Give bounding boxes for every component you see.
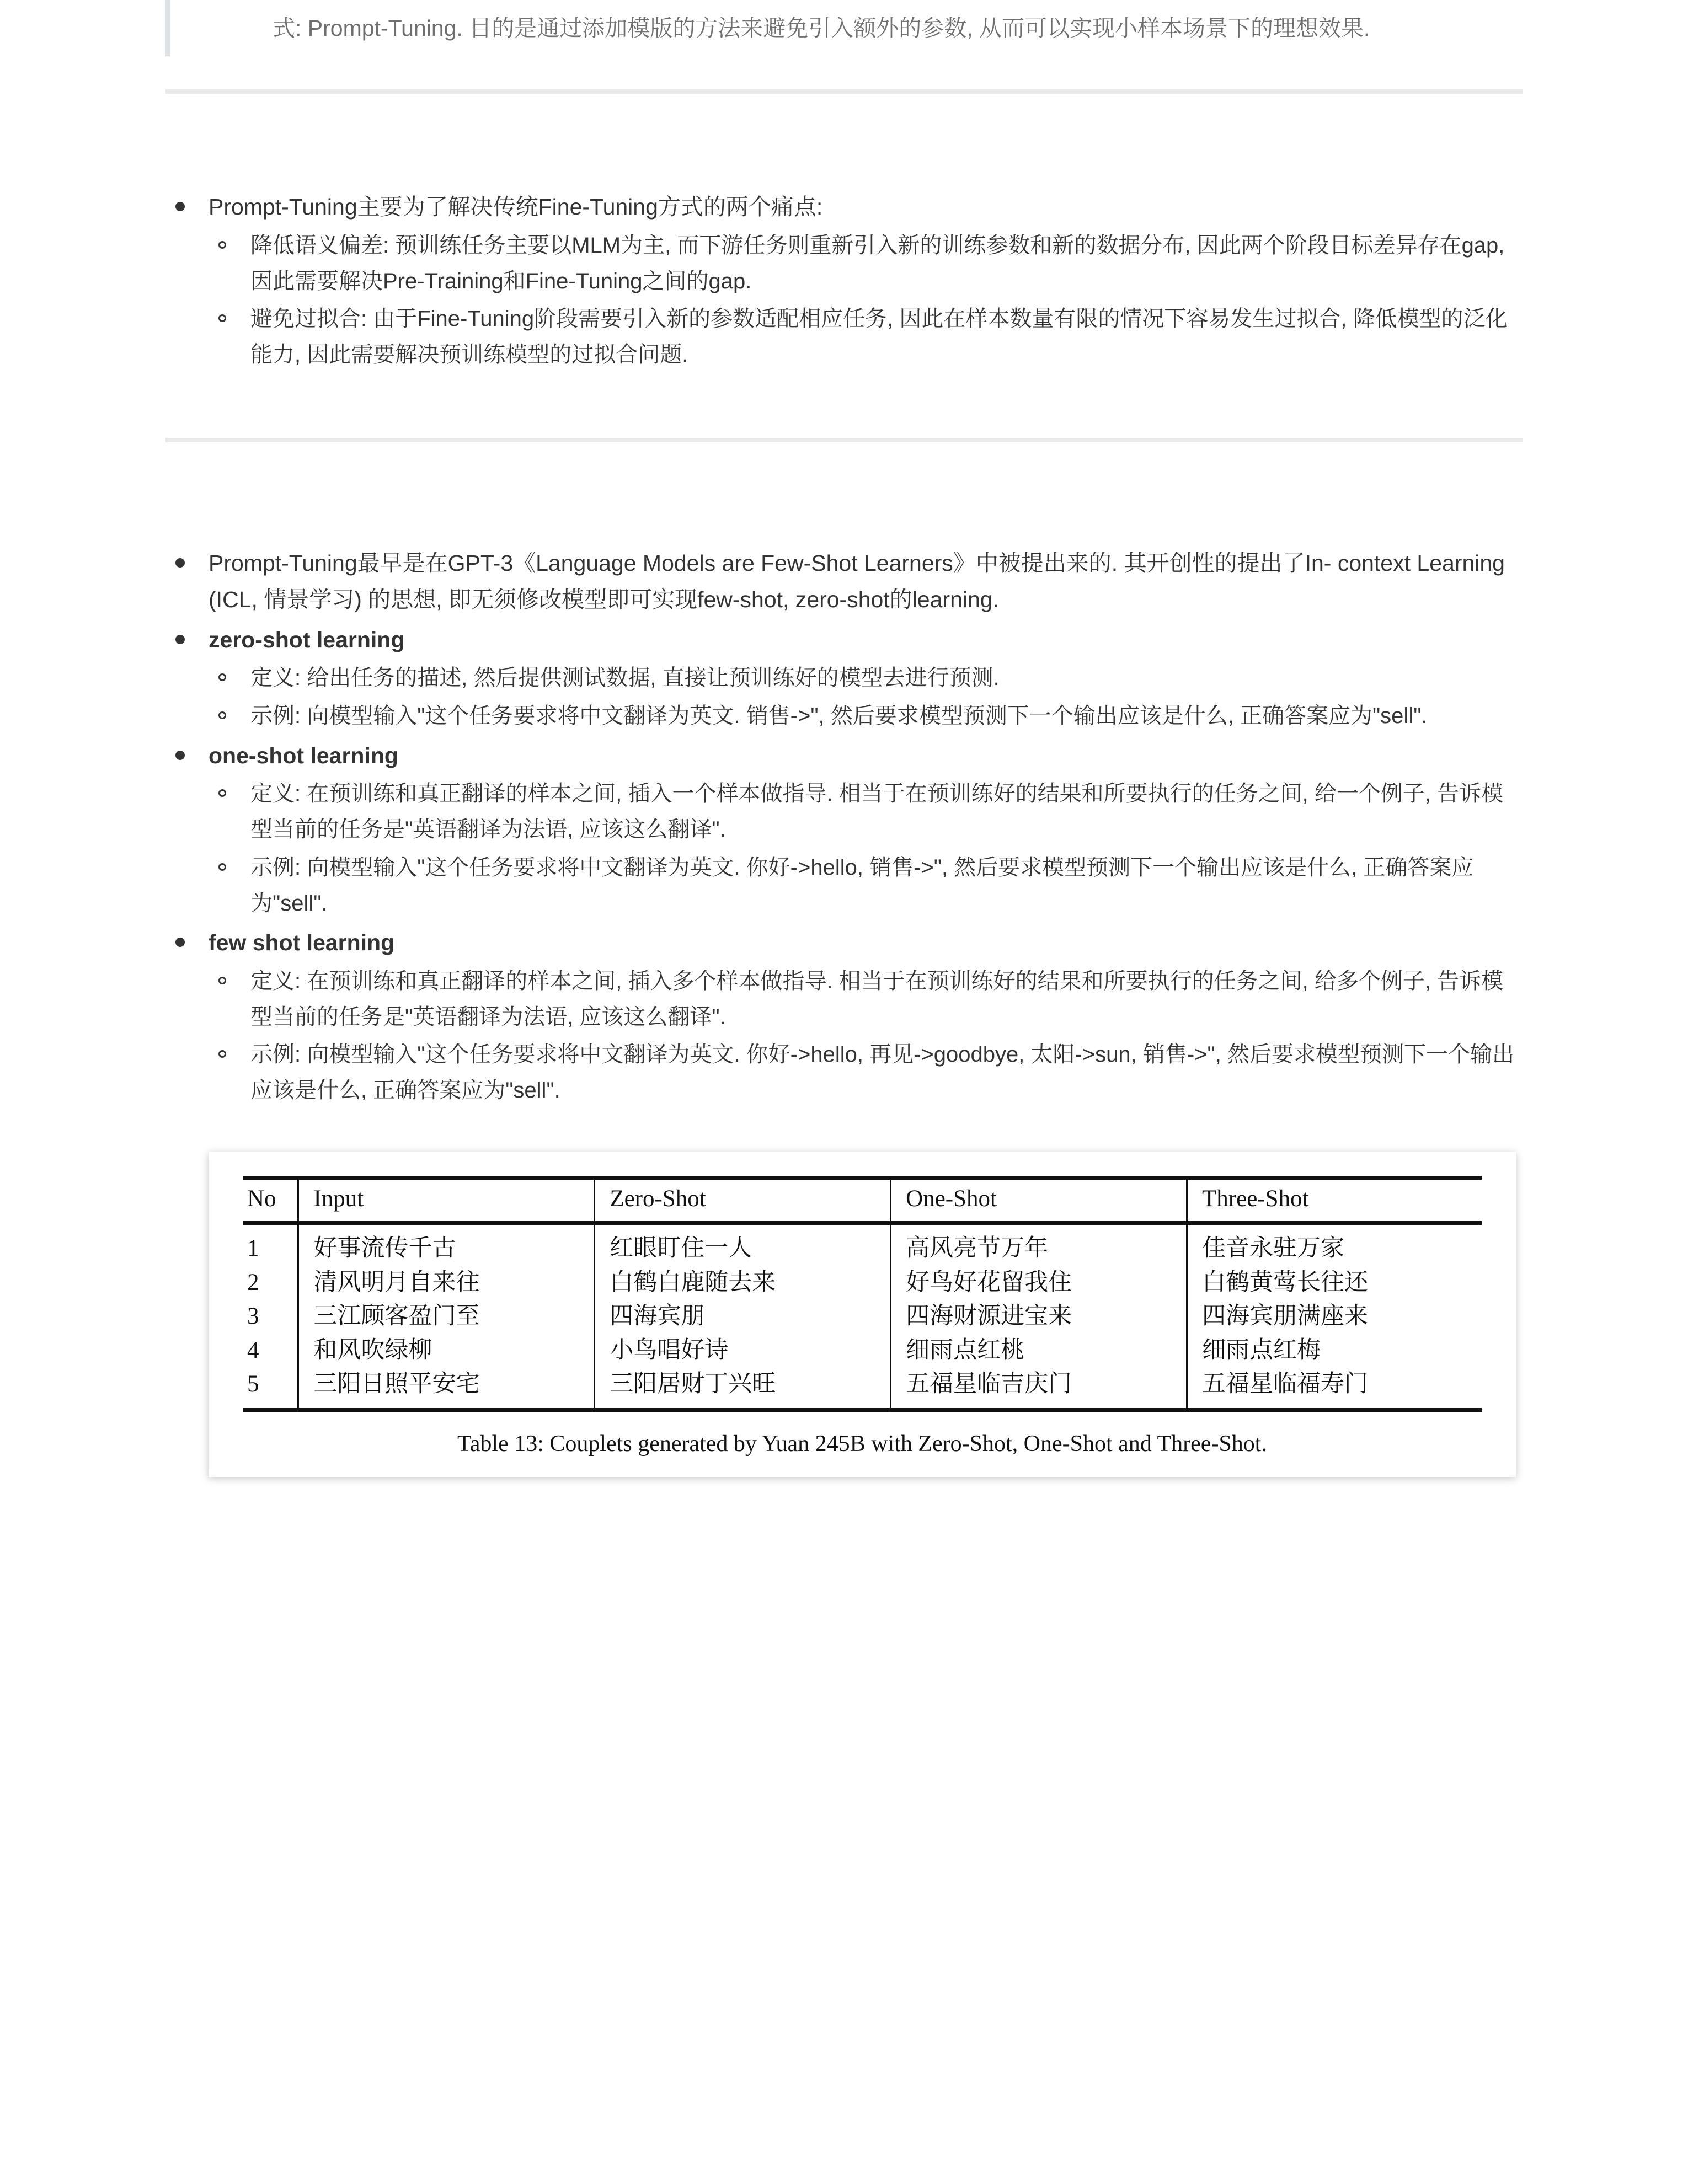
table-row [243,1334,1482,1368]
section-divider-1 [165,89,1523,94]
circle-bullet-icon [218,241,226,249]
list-item [165,924,1523,1109]
cell-no: 1 [247,1235,259,1261]
icl-list [165,545,1523,1109]
column-header-zero-shot: Zero-Shot [595,1178,891,1223]
section-divider-2 [165,438,1523,442]
list-item [209,228,1523,299]
cell-input: 三江顾客盈门至 [298,1299,595,1334]
circle-bullet-icon [218,1050,226,1058]
one-shot-sublist [209,776,1523,921]
section-in-context-learning [165,442,1523,1109]
blockquote-prompt-tuning [165,0,1523,56]
column-header-no: No [247,1186,276,1212]
list-item [209,698,1523,734]
list-item [209,301,1523,373]
cell-no: 5 [247,1371,259,1398]
column-header-three-shot: Three-Shot [1187,1178,1482,1223]
pain-points-list [165,189,1523,373]
few-shot-definition: 定义: 在预训练和真正翻译的样本之间, 插入多个样本做指导. 相当于在预训练好的结果和所要执行的任务之间, 给多个例子, 告诉模型当前的任务是"英语翻译为法语, 应该这么翻译". [250,968,1504,1029]
pain-point-1: 降低语义偏差: 预训练任务主要以MLM为主, 而下游任务则重新引入新的训练参数和新的数据分布, 因此两个阶段目标差异存在gap, 因此需要解决Pre-Training和Fine-Tuning之间的gap. [250,233,1505,293]
list-item [165,189,1523,373]
cell-input: 三阳日照平安宅 [298,1367,595,1410]
table-row [243,1223,1482,1266]
circle-bullet-icon [218,977,226,984]
column-header-one-shot: One-Shot [891,1178,1187,1223]
table-row [243,1367,1482,1410]
list-item [165,622,1523,734]
table-caption: Table 13: Couplets generated by Yuan 245B with Zero-Shot, One-Shot and Three-Shot. [457,1431,1267,1457]
cell-zero-shot: 白鹤白鹿随去来 [595,1266,891,1300]
group-title-few-shot: few shot learning [209,930,395,956]
zero-shot-definition: 定义: 给出任务的描述, 然后提供测试数据, 直接让预训练好的模型去进行预测. [250,666,1000,690]
cell-input: 和风吹绿柳 [298,1334,595,1368]
cell-zero-shot: 四海宾朋 [595,1299,891,1334]
cell-one-shot: 高风亮节万年 [891,1223,1187,1266]
list-item [165,545,1523,618]
cell-zero-shot: 三阳居财丁兴旺 [595,1367,891,1410]
bullet-icon [175,558,185,568]
cell-no: 4 [247,1337,259,1363]
group-title-zero-shot: zero-shot learning [209,627,405,652]
one-shot-definition: 定义: 在预训练和真正翻译的样本之间, 插入一个样本做指导. 相当于在预训练好的结果和所要执行的任务之间, 给一个例子, 告诉模型当前的任务是"英语翻译为法语, 应该这么翻译". [250,781,1504,842]
cell-one-shot: 好鸟好花留我住 [891,1266,1187,1300]
circle-bullet-icon [218,863,226,871]
table-header-row [243,1178,1482,1223]
zero-shot-example: 示例: 向模型输入"这个任务要求将中文翻译为英文. 销售->", 然后要求模型预测下一个输出应该是什么, 正确答案应为"sell". [250,704,1428,729]
cell-no: 2 [247,1269,259,1296]
list-item [209,660,1523,696]
cell-three-shot: 佳音永驻万家 [1187,1223,1482,1266]
circle-bullet-icon [218,711,226,719]
cell-input: 清风明月自来往 [298,1266,595,1300]
zero-shot-sublist [209,660,1523,734]
list-item [209,1037,1523,1109]
table-row [243,1299,1482,1334]
bullet-icon [175,202,185,211]
cell-input: 好事流传千古 [298,1223,595,1266]
list-item [209,850,1523,922]
cell-one-shot: 五福星临吉庆门 [891,1367,1187,1410]
group-title-one-shot: one-shot learning [209,742,398,768]
column-header-input: Input [298,1178,595,1223]
couplets-table [243,1176,1482,1412]
bullet-icon [175,938,185,947]
bullet-icon [175,635,185,644]
list-item [165,737,1523,922]
cell-no: 3 [247,1303,259,1330]
few-shot-sublist [209,963,1523,1109]
cell-three-shot: 四海宾朋满座来 [1187,1299,1482,1334]
table-container [209,1166,1516,1412]
few-shot-example: 示例: 向模型输入"这个任务要求将中文翻译为英文. 你好->hello, 再见->goodbye, 太阳->sun, 销售->", 然后要求模型预测下一个输出应该是什么, 正确答案应为"sell". [250,1042,1514,1103]
blockquote-text: 式: Prompt-Tuning. 目的是通过添加模版的方法来避免引入额外的参数, 从而可以实现小样本场景下的理想效果. [273,15,1370,41]
list-item [209,963,1523,1035]
table-body [243,1223,1482,1410]
cell-three-shot: 五福星临福寿门 [1187,1367,1482,1410]
table-row [243,1266,1482,1300]
list-item [209,776,1523,848]
pain-point-2: 避免过拟合: 由于Fine-Tuning阶段需要引入新的参数适配相应任务, 因此在样本数量有限的情况下容易发生过拟合, 降低模型的泛化能力, 因此需要解决预训练模型的过拟合问题. [250,307,1508,367]
circle-bullet-icon [218,314,226,322]
cell-zero-shot: 红眼盯住一人 [595,1223,891,1266]
cell-one-shot: 四海财源进宝来 [891,1299,1187,1334]
section-pain-points [165,94,1523,373]
pain-points-heading: Prompt-Tuning主要为了解决传统Fine-Tuning方式的两个痛点: [209,194,823,220]
cell-zero-shot: 小鸟唱好诗 [595,1334,891,1368]
table-header [243,1178,1482,1223]
one-shot-example: 示例: 向模型输入"这个任务要求将中文翻译为英文. 你好->hello, 销售->", 然后要求模型预测下一个输出应该是什么, 正确答案应为"sell". [250,855,1474,916]
cell-three-shot: 白鹤黄莺长往还 [1187,1266,1482,1300]
bullet-icon [175,751,185,760]
table-figure [209,1152,1516,1477]
circle-bullet-icon [218,673,226,681]
pain-points-sublist [209,228,1523,373]
cell-one-shot: 细雨点红桃 [891,1334,1187,1368]
circle-bullet-icon [218,789,226,797]
icl-intro: Prompt-Tuning最早是在GPT-3《Language Models are Few-Shot Learners》中被提出来的. 其开创性的提出了In- context Learning (ICL, 情景学习) 的思想, 即无须修改模型即可实现few-shot, zero-shot的learning. [209,550,1505,613]
cell-three-shot: 细雨点红梅 [1187,1334,1482,1368]
